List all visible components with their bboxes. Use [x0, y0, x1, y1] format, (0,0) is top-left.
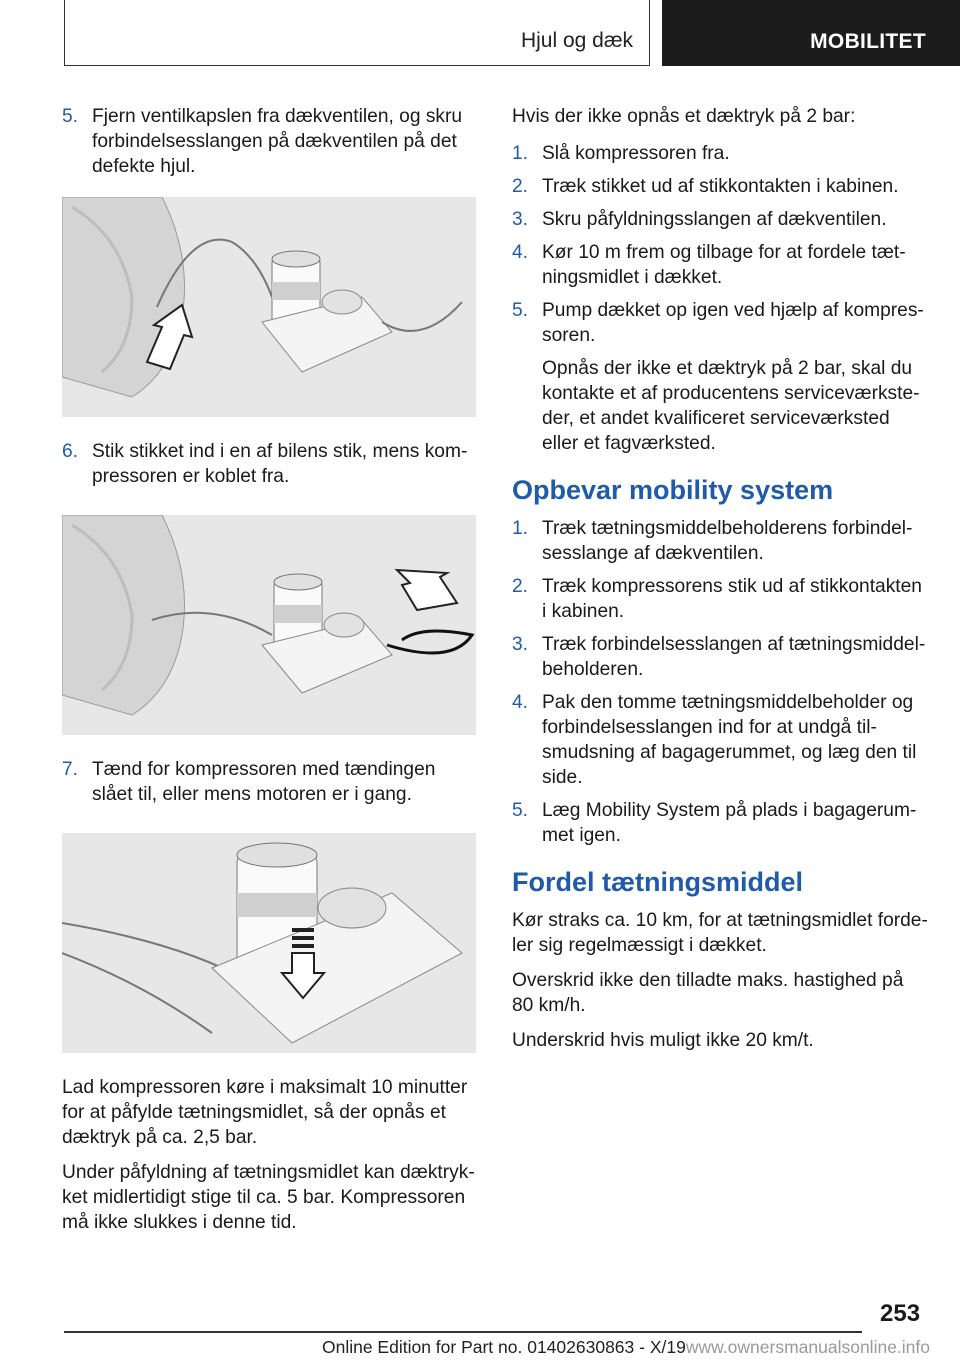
left-column — [62, 104, 476, 1245]
section-heading-storage: Opbevar mobility system — [512, 475, 834, 505]
list-item — [512, 240, 930, 290]
step-number: 5. — [512, 800, 529, 821]
section-title: Hjul og dæk — [520, 29, 633, 52]
step-text: Fjern ventilkapslen fra dækventilen, og skru forbindelsesslangen på dækventilen på det defekte hjul. — [92, 106, 463, 177]
paragraph: Overskrid ikke den tilladte maks. hastighed på 80 km/h. — [512, 970, 904, 1016]
step-number: 1. — [512, 143, 529, 164]
footer-edition — [64, 1337, 930, 1358]
steps-list-pressure — [512, 141, 930, 348]
footer-divider — [64, 1331, 862, 1333]
step-number: 5. — [512, 300, 529, 321]
list-item — [512, 516, 930, 566]
header-chapter-box — [662, 0, 960, 66]
figure-connect-hose — [62, 197, 476, 417]
step-number: 3. — [512, 634, 529, 655]
step-text: Træk stikket ud af stikkontakten i kabinen. — [542, 176, 899, 197]
paragraph: Lad kompressoren køre i maksimalt 10 minutter for at påfylde tætningsmidlet, så der opnås et dæktryk på ca. 2,5 bar. — [62, 1077, 468, 1148]
compressor-wheel-illustration — [62, 197, 476, 417]
paragraph: Kør straks ca. 10 km, for at tætningsmidlet fordeler sig regelmæssigt i dækket. — [512, 910, 928, 956]
compressor-plug-illustration — [62, 515, 476, 735]
paragraph: Under påfyldning af tætningsmidlet kan dæktrykket midlertidigt stige til ca. 5 bar. Kompressoren må ikke slukkes i denne tid. — [62, 1162, 475, 1233]
list-item — [512, 141, 930, 166]
page-number: 253 — [880, 1300, 921, 1327]
step-text: Stik stikket ind i en af bilens stik, mens kompressoren er koblet fra. — [92, 441, 468, 487]
step-number: 4. — [512, 242, 529, 263]
edition-text: Online Edition for Part no. 01402630863 - X/19 — [321, 1337, 686, 1357]
step-number: 2. — [512, 176, 529, 197]
step-text: Tænd for kompressoren med tændingen slået til, eller mens motoren er i gang. — [92, 759, 436, 805]
list-item — [512, 174, 930, 199]
service-note: Opnås der ikke et dæktryk på 2 bar, skal du kontakte et af producentens serviceværksteder, et andet kvalificeret serviceværksted eller et fagværksted. — [542, 358, 920, 454]
step-number: 2. — [512, 576, 529, 597]
list-item — [512, 690, 930, 790]
paragraph: Underskrid hvis muligt ikke 20 km/t. — [512, 1030, 814, 1051]
step-number: 5. — [62, 106, 79, 127]
list-item — [512, 632, 930, 682]
step-text: Slå kompressoren fra. — [542, 143, 730, 164]
right-column — [512, 104, 930, 1063]
step-text: Pak den tomme tætningsmiddelbeholder og forbindelsesslangen ind for at undgå tilsmudsning af bagagerummet, og læg den til side. — [542, 692, 917, 788]
chapter-title: MOBILITET — [810, 30, 926, 53]
step-7 — [62, 757, 476, 807]
figure-plug-in — [62, 515, 476, 735]
step-text: Træk kompressorens stik ud af stikkontakten i kabinen. — [542, 576, 922, 622]
watermark-text: www.ownersmanualsonline.info — [685, 1337, 930, 1357]
figure-switch-on — [62, 833, 476, 1053]
step-text: Skru påfyldningsslangen af dækventilen. — [542, 209, 887, 230]
step-6 — [62, 439, 476, 489]
step-number: 1. — [512, 518, 529, 539]
compressor-switch-illustration — [62, 833, 476, 1053]
list-item — [512, 574, 930, 624]
list-item — [512, 798, 930, 848]
step-number: 6. — [62, 441, 79, 462]
steps-list-storage — [512, 516, 930, 848]
step-text: Pump dækket op igen ved hjælp af kompressoren. — [542, 300, 924, 346]
step-text: Kør 10 m frem og tilbage for at fordele tætningsmidlet i dækket. — [542, 242, 906, 288]
step-text: Træk tætningsmiddelbeholderens forbindelsesslange af dækventilen. — [542, 518, 913, 564]
intro-text: Hvis der ikke opnås et dæktryk på 2 bar: — [512, 106, 856, 127]
step-5 — [62, 104, 476, 179]
header-section-box — [64, 0, 650, 66]
section-heading-distribute: Fordel tætningsmiddel — [512, 867, 804, 897]
step-number: 4. — [512, 692, 529, 713]
step-text: Læg Mobility System på plads i bagagerummet igen. — [542, 800, 917, 846]
step-number: 3. — [512, 209, 529, 230]
list-item — [512, 298, 930, 348]
step-number: 7. — [62, 759, 79, 780]
list-item — [512, 207, 930, 232]
step-text: Træk forbindelsesslangen af tætningsmiddelbeholderen. — [542, 634, 926, 680]
